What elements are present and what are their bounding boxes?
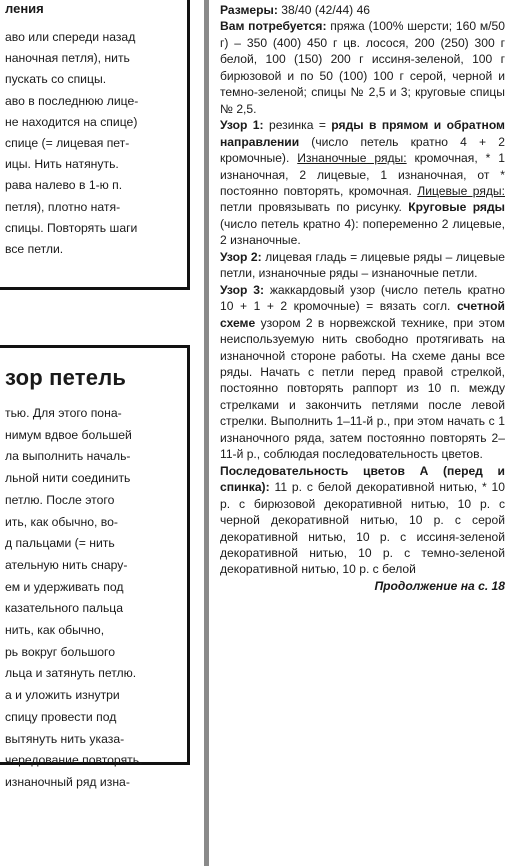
text-line: нимум вдвое большей [5, 427, 132, 442]
text-line: спицу провести под [5, 709, 117, 724]
text-line: спицы. Повторять шаги [5, 220, 138, 235]
box-heading: ления [5, 1, 44, 16]
underlined-run: Изнаночные ряды: [297, 151, 407, 166]
text-line: тью. Для этого пона- [5, 406, 122, 420]
article-column [220, 2, 505, 594]
text-line: спице (= лицевая пет- [5, 136, 130, 151]
pattern-2-label: Узор 2: [220, 249, 262, 264]
text-line: а и уложить изнутри [5, 688, 120, 703]
bold-run: Круговые ряды [408, 200, 505, 215]
text-run: жаккардовый узор (число петель кратно 10 + 1 + 2 кромочные) = вязать согл. [220, 282, 505, 314]
text-run: (число петель кратно 4): попеременно 2 лицевые, 2 изнаночные. [220, 216, 505, 248]
text-line: рава налево в 1-ю п. [5, 178, 123, 193]
text-run: узором 2 в норвежской технике, при этом неиспользуемую нить свободно протягивать на изнаночной стороне работы. На схеме даны все ряды. Начать с петли перед правой стрелкой, постоянно повторять раппорт из 10 п. между стрелками и закончить петлями после левой стрелки. Выполнить 1–11-й р., при этом начать с 1 изнаночного ряда, затем постоянно повторять 2–11-й р., соблюдая последовательность цветов. [220, 315, 505, 462]
text-line: изнаночный ряд изна- [5, 774, 130, 789]
box-text [5, 27, 138, 260]
text-line: ицы. Нить натянуть. [5, 157, 119, 172]
box-text [5, 403, 143, 794]
continued-note: Продолжение на с. 18 [374, 578, 505, 593]
text-run: (число петель кратно 4 + 2 кромочные). [220, 134, 505, 166]
text-line: не находится на спице) [5, 114, 138, 129]
text-line: аво или спереди назад [5, 30, 136, 44]
text-line: наночная петля), нить [5, 51, 130, 66]
text-line: ить, как обычно, во- [5, 514, 118, 529]
text-line: пускать со спицы. [5, 72, 107, 87]
text-run: кромочная, * 1 изнаночная, 2 лицевые, 1 изнаночная, от * постоянно повторять, кромочная. [220, 151, 505, 198]
pattern-3-label: Узор 3: [220, 282, 264, 297]
text-line: рь вокруг большого [5, 644, 115, 659]
pattern-2-paragraph [220, 249, 505, 282]
text-line: ательную нить снару- [5, 557, 128, 572]
materials-text: пряжа (100% шерсти; 160 м/50 г) – 350 (400) 450 г цв. лосося, 200 (250) 300 г белой, 100 (150) 200 г иссиня-зеленой, 100 г бирюзовой и по 50 (100) 100 г серой, черной и темно-зеленой; спицы № 2,5 и 3; круговые спицы № 2,5. [220, 19, 505, 116]
underlined-run: Лицевые ряды: [417, 183, 505, 198]
text-run: петли провязывать по рисунку. [220, 200, 409, 215]
text-line: вытянуть нить указа- [5, 731, 125, 746]
text-run: лицевая гладь = лицевые ряды – лицевые петли, изнаночные ряды – изнаночные петли. [220, 249, 505, 281]
text-run: 11 р. с белой декоративной нитью, * 10 р. с бирюзовой декоративной нитью, 10 р. с черной декоративной нитью, 10 р. с серой декоративной нитью, 10 р. с иссиня-зеленой декоративной нитью, 10 р. с темно-зеленой декоративной нитью, 10 р. с белой [220, 480, 505, 577]
pattern-3-paragraph [220, 282, 505, 463]
text-line: аво в последнюю лице- [5, 93, 139, 108]
text-line: все петли. [5, 242, 64, 257]
color-sequence-paragraph [220, 463, 505, 578]
text-line: льца и затянуть петлю. [5, 666, 137, 681]
materials-paragraph [220, 18, 505, 117]
sizes-label: Размеры: [220, 3, 278, 17]
pattern-1-paragraph [220, 117, 505, 249]
left-bottom-sidebar-box [0, 345, 190, 789]
text-line: ем и удерживать под [5, 579, 124, 594]
text-run: резинка = [263, 118, 332, 133]
materials-label: Вам потребуется: [220, 19, 327, 34]
text-line: петлю. После этого [5, 492, 115, 507]
text-line: льной нити соединить [5, 471, 131, 486]
text-line: петля), плотно натя- [5, 199, 121, 214]
pattern-1-label: Узор 1: [220, 118, 264, 133]
sizes-value: 38/40 (42/44) 46 [277, 3, 371, 17]
text-line: чередование повторять. [5, 753, 143, 768]
text-line: ла выполнить началь- [5, 449, 131, 464]
left-top-sidebar-box [0, 0, 190, 290]
text-line: д пальцами (= нить [5, 536, 115, 551]
color-sequence-label: Последовательность цветов А (перед и спинка): [220, 463, 505, 495]
box-heading: зор петель [5, 365, 127, 390]
bold-run: ряды в прямом и обратном направлении [220, 118, 505, 149]
sizes-paragraph [220, 2, 505, 18]
column-divider [204, 0, 209, 866]
bold-run: счетной схеме [220, 299, 505, 330]
text-line: нить, как обычно, [5, 623, 105, 638]
text-line: казательного пальца [5, 601, 124, 616]
